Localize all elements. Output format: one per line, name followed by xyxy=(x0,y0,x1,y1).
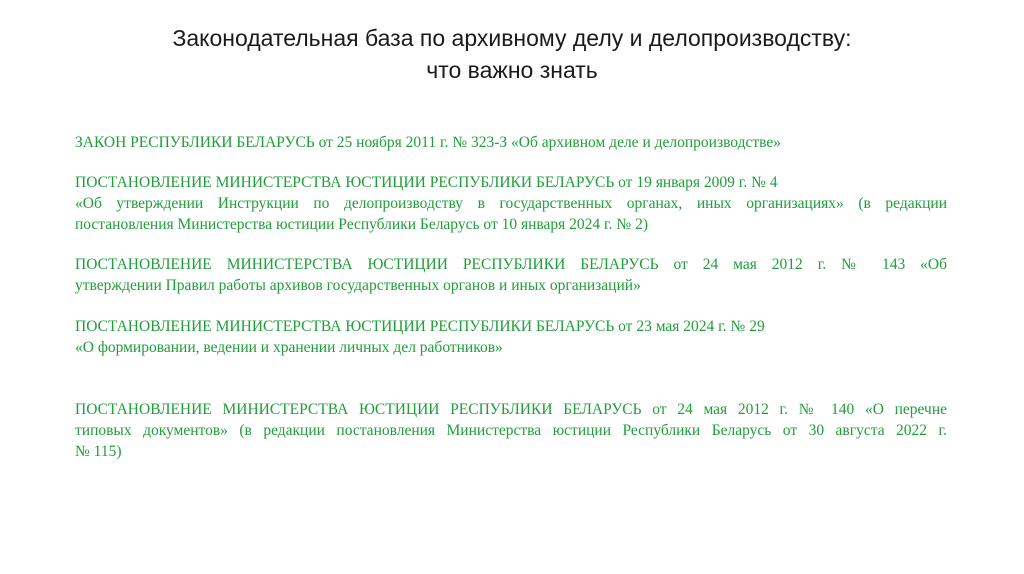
resolution-29-paragraph xyxy=(75,316,947,358)
paragraph-line: ПОСТАНОВЛЕНИЕ МИНИСТЕРСТВА ЮСТИЦИИ РЕСПУБЛИКИ БЕЛАРУСЬ от 23 мая 2024 г. № 29 xyxy=(75,318,765,335)
slide-title xyxy=(60,22,964,86)
paragraph-line: ПОСТАНОВЛЕНИЕ МИНИСТЕРСТВА ЮСТИЦИИ РЕСПУБЛИКИ БЕЛАРУСЬ от 19 января 2009 г. № 4 xyxy=(75,174,778,191)
resolution-140-paragraph xyxy=(75,399,947,462)
paragraph-line: постановления Министерства юстиции Республики Беларусь от 10 января 2024 г. № 2) xyxy=(75,216,648,233)
slide-title-line-2: что важно знать xyxy=(426,57,598,83)
paragraph-line: типовых документов» (в редакции постановления Министерства юстиции Республики Беларусь от 30 августа 2022 г. xyxy=(75,422,947,439)
paragraph-line: ПОСТАНОВЛЕНИЕ МИНИСТЕРСТВА ЮСТИЦИИ РЕСПУБЛИКИ БЕЛАРУСЬ от 24 мая 2012 г. № 140 «О перечне xyxy=(75,401,947,418)
paragraph-line: «Об утверждении Инструкции по делопроизводству в государственных органах, иных организациях» (в редакции xyxy=(75,195,947,212)
resolution-4-paragraph xyxy=(75,172,947,235)
paragraph-line: ПОСТАНОВЛЕНИЕ МИНИСТЕРСТВА ЮСТИЦИИ РЕСПУБЛИКИ БЕЛАРУСЬ от 24 мая 2012 г. № 143 «Об xyxy=(75,256,947,273)
paragraph-line: «О формировании, ведении и хранении личных дел работников» xyxy=(75,339,503,356)
law-on-archives-paragraph xyxy=(75,132,947,153)
paragraph-line: № 115) xyxy=(75,443,122,460)
resolution-143-paragraph xyxy=(75,254,947,296)
slide-title-line-1: Законодательная база по архивному делу и делопроизводству: xyxy=(172,25,852,51)
paragraph-line: ЗАКОН РЕСПУБЛИКИ БЕЛАРУСЬ от 25 ноября 2011 г. № 323-З «Об архивном деле и делопроизводстве» xyxy=(75,134,781,151)
paragraph-line: утверждении Правил работы архивов государственных органов и иных организаций» xyxy=(75,277,641,294)
